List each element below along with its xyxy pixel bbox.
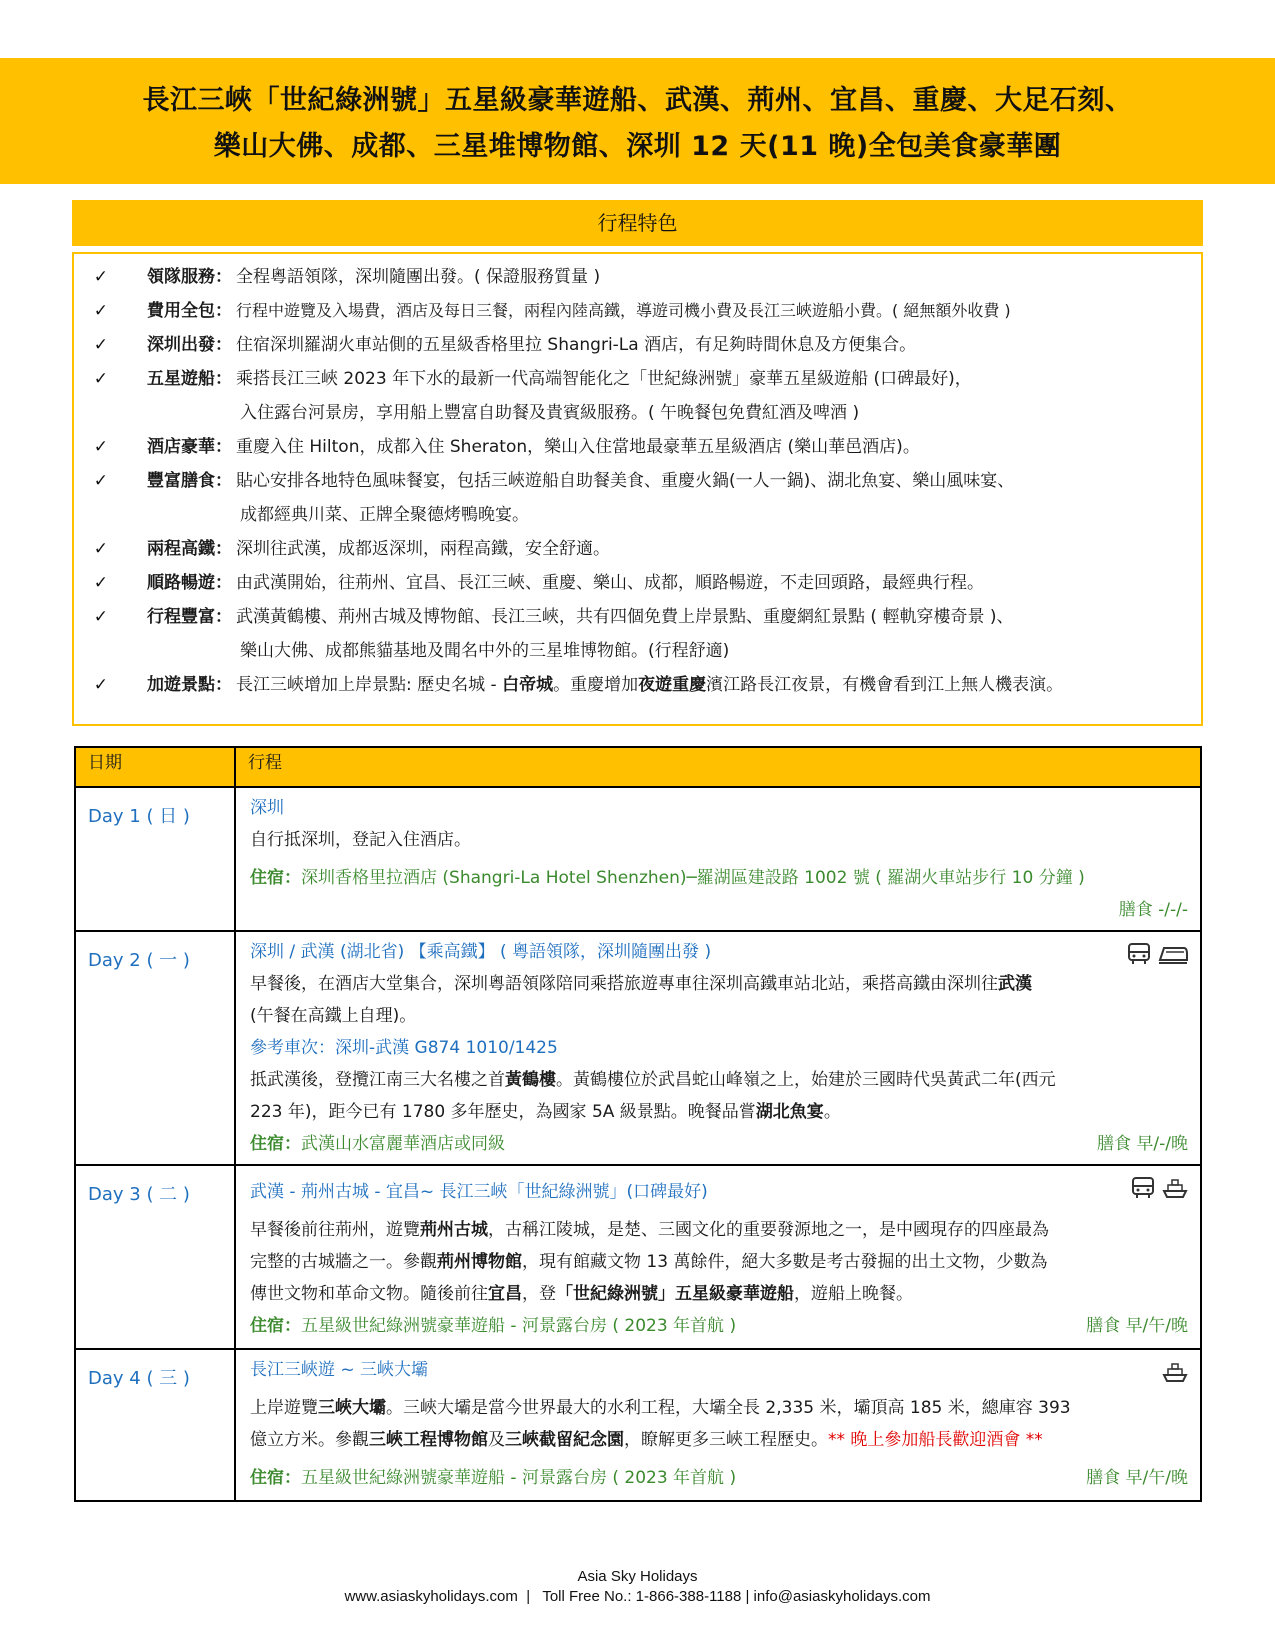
feature-text: 貼心安排各地特色風味餐宴，包括三峽遊船自助餐美食、重慶火鍋(一人一鍋)、湖北魚宴、樂山風味宴、 <box>236 471 1015 491</box>
feature-item <box>74 294 1201 328</box>
feature-label: 兩程高鐵： <box>147 539 232 559</box>
train-reference: 參考車次：深圳-武漢 G874 1010/1425 <box>250 1038 558 1058</box>
route-title: 深圳 / 武漢 (湖北省) 【乘高鐵】 ( 粵語領隊，深圳隨團出發 ) <box>250 942 712 962</box>
feature-text: 由武漢開始，往荊州、宜昌、長江三峽、重慶、樂山、成都，順路暢遊，不走回頭路，最經典行程。 <box>236 573 984 593</box>
description-line: 上岸遊覽三峽大壩。三峽大壩是當今世界最大的水利工程，大壩全長 2,335 米，壩頂高 185 米，總庫容 393 <box>250 1398 1071 1418</box>
checkmark-icon: ✓ <box>93 539 108 559</box>
feature-text: 成都經典川菜、正牌全聚德烤鴨晚宴。 <box>240 505 529 525</box>
feature-item <box>74 600 1201 634</box>
day-content <box>235 787 1201 931</box>
table-row <box>75 787 1201 931</box>
feature-continuation <box>74 396 1201 430</box>
train-icon <box>1158 942 1188 966</box>
stay-text: 深圳香格里拉酒店 (Shangri-La Hotel Shenzhen)─羅湖區建設路 1002 號 ( 羅湖火車站步行 10 分鐘 ) <box>301 868 1085 888</box>
feature-text: 入住露台河景房，享用船上豐富自助餐及貴賓級服務。( 午晚餐包免費紅酒及啤酒 ) <box>240 403 860 423</box>
footer-contact: www.asiaskyholidays.com | Toll Free No.: 1-866-388-1188 | info@asiaskyholidays.com <box>344 1588 931 1605</box>
feature-item-extra <box>74 668 1201 702</box>
feature-label: 行程豐富： <box>147 607 232 627</box>
bus-icon <box>1126 942 1152 966</box>
feature-item <box>74 260 1201 294</box>
feature-item <box>74 430 1201 464</box>
feature-label: 順路暢遊： <box>147 573 232 593</box>
stay-label: 住宿： <box>250 1468 301 1488</box>
itinerary-table <box>74 746 1202 1502</box>
stay-label: 住宿： <box>250 1316 301 1336</box>
features-heading: 行程特色 <box>72 200 1203 246</box>
ship-icon <box>1162 1176 1188 1200</box>
meal-info: 膳食 早/-/晚 <box>1097 1134 1188 1154</box>
description-line: 傳世文物和革命文物。隨後前往宜昌，登「世紀綠洲號」五星級豪華遊船，遊船上晚餐。 <box>250 1284 913 1304</box>
feature-continuation <box>74 634 1201 668</box>
feature-label: 領隊服務： <box>147 267 232 287</box>
footer-company: Asia Sky Holidays <box>577 1568 698 1585</box>
day-label: Day 1 ( 日 ) <box>75 787 235 931</box>
feature-label: 深圳出發： <box>147 335 232 355</box>
title-line-2: 樂山大佛、成都、三星堆博物館、深圳 12 天(11 晚)全包美食豪華團 <box>213 131 1062 162</box>
description-line: (午餐在高鐵上自理)。 <box>250 1006 417 1026</box>
bus-icon <box>1130 1176 1156 1200</box>
checkmark-icon: ✓ <box>93 335 108 355</box>
feature-item <box>74 464 1201 498</box>
feature-label: 五星遊船： <box>147 369 232 389</box>
stay-line <box>250 1462 1188 1494</box>
day-label: Day 4 ( 三 ) <box>75 1349 235 1501</box>
meal-info: 膳食 -/-/- <box>1118 900 1188 920</box>
title-band <box>0 58 1275 184</box>
description-line: 完整的古城牆之一。參觀荊州博物館，現有館藏文物 13 萬餘件，絕大多數是考古發掘的出土文物，少數為 <box>250 1252 1048 1272</box>
feature-label: 費用全包： <box>147 301 232 321</box>
feature-item <box>74 328 1201 362</box>
description-line: 223 年)，距今已有 1780 多年歷史，為國家 5A 級景點。晚餐品嘗湖北魚宴。 <box>250 1102 841 1122</box>
feature-label: 加遊景點： <box>147 675 232 695</box>
day-label: Day 2 ( 一 ) <box>75 931 235 1165</box>
transport-icons <box>1130 1176 1188 1200</box>
checkmark-icon: ✓ <box>93 437 108 457</box>
checkmark-icon: ✓ <box>93 675 108 695</box>
stay-text: 武漢山水富麗華酒店或同級 <box>301 1134 505 1154</box>
feature-text: 行程中遊覽及入場費，酒店及每日三餐，兩程內陸高鐵，導遊司機小費及長江三峽遊船小費。( 絕無額外收費 ) <box>236 301 1011 320</box>
feature-text: 武漢黃鶴樓、荊州古城及博物館、長江三峽，共有四個免費上岸景點、重慶網紅景點 ( 輕軌穿樓奇景 )、 <box>236 607 1014 627</box>
table-row <box>75 1165 1201 1349</box>
features-box <box>72 252 1203 726</box>
description-line: 早餐後，在酒店大堂集合，深圳粵語領隊陪同乘搭旅遊專車往深圳高鐵車站北站，乘搭高鐵由深圳往武漢 <box>250 974 1032 994</box>
stay-line <box>250 1310 1188 1342</box>
checkmark-icon: ✓ <box>93 471 108 491</box>
feature-text: 住宿深圳羅湖火車站側的五星級香格里拉 Shangri-La 酒店，有足夠時間休息及方便集合。 <box>236 335 917 355</box>
day-content <box>235 1165 1201 1349</box>
transport-icons <box>1162 1360 1188 1384</box>
description-line: 億立方米。參觀三峽工程博物館及三峽截留紀念園，瞭解更多三峽工程歷史。** 晚上參加船長歡迎酒會 ** <box>250 1430 1043 1450</box>
route-title: 長江三峽遊 ~ 三峽大壩 <box>250 1360 429 1380</box>
checkmark-icon: ✓ <box>93 301 108 321</box>
feature-text: 全程粵語領隊，深圳隨團出發。( 保證服務質量 ) <box>236 267 601 287</box>
feature-text: 深圳往武漢，成都返深圳，兩程高鐵，安全舒適。 <box>236 539 610 559</box>
feature-continuation <box>74 498 1201 532</box>
column-header-itinerary: 行程 <box>235 747 1201 787</box>
stay-label: 住宿： <box>250 1134 301 1154</box>
meal-info: 膳食 早/午/晚 <box>1086 1468 1188 1488</box>
stay-label: 住宿： <box>250 868 301 888</box>
feature-label: 豐富膳食： <box>147 471 232 491</box>
feature-text: 樂山大佛、成都熊貓基地及聞名中外的三星堆博物館。(行程舒適) <box>240 641 730 661</box>
day-content <box>235 931 1201 1165</box>
title-line-1: 長江三峽「世紀綠洲號」五星級豪華遊船、武漢、荊州、宜昌、重慶、大足石刻、 <box>142 85 1133 116</box>
route-title: 深圳 <box>250 798 284 818</box>
stay-line <box>250 862 1188 894</box>
day-label: Day 3 ( 二 ) <box>75 1165 235 1349</box>
transport-icons <box>1126 942 1188 966</box>
description-line: 自行抵深圳，登記入住酒店。 <box>250 830 471 850</box>
feature-label: 酒店豪華： <box>147 437 232 457</box>
stay-text: 五星級世紀綠洲號豪華遊船 - 河景露台房 ( 2023 年首航 ) <box>301 1316 737 1336</box>
feature-item <box>74 362 1201 396</box>
description-line: 抵武漢後，登攬江南三大名樓之首黃鶴樓。黃鶴樓位於武昌蛇山峰嶺之上，始建於三國時代吳黃武二年(西元 <box>250 1070 1056 1090</box>
table-row <box>75 1349 1201 1501</box>
day-content <box>235 1349 1201 1501</box>
welcome-party-note: ** 晚上參加船長歡迎酒會 ** <box>828 1430 1043 1450</box>
feature-item <box>74 532 1201 566</box>
stay-line <box>250 1128 1188 1160</box>
checkmark-icon: ✓ <box>93 573 108 593</box>
feature-text: 長江三峽增加上岸景點: 歷史名城 - 白帝城。重慶增加夜遊重慶濱江路長江夜景，有機會看到江上無人機表演。 <box>236 675 1064 695</box>
route-title: 武漢 - 荊州古城 - 宜昌~ 長江三峽「世紀綠洲號」(口碑最好) <box>250 1182 708 1202</box>
checkmark-icon: ✓ <box>93 267 108 287</box>
table-row <box>75 931 1201 1165</box>
feature-item <box>74 566 1201 600</box>
column-header-date: 日期 <box>75 747 235 787</box>
ship-icon <box>1162 1360 1188 1384</box>
stay-text: 五星級世紀綠洲號豪華遊船 - 河景露台房 ( 2023 年首航 ) <box>301 1468 737 1488</box>
footer <box>0 1567 1275 1607</box>
checkmark-icon: ✓ <box>93 607 108 627</box>
feature-text: 乘搭長江三峽 2023 年下水的最新一代高端智能化之「世紀綠洲號」豪華五星級遊船 (口碑最好)， <box>236 369 972 389</box>
checkmark-icon: ✓ <box>93 369 108 389</box>
feature-text: 重慶入住 Hilton，成都入住 Sheraton，樂山入住當地最豪華五星級酒店 (樂山華邑酒店)。 <box>236 437 920 457</box>
description-line: 早餐後前往荊州，遊覽荊州古城，古稱江陵城，是楚、三國文化的重要發源地之一，是中國現存的四座最為 <box>250 1220 1049 1240</box>
meal-info: 膳食 早/午/晚 <box>1086 1316 1188 1336</box>
